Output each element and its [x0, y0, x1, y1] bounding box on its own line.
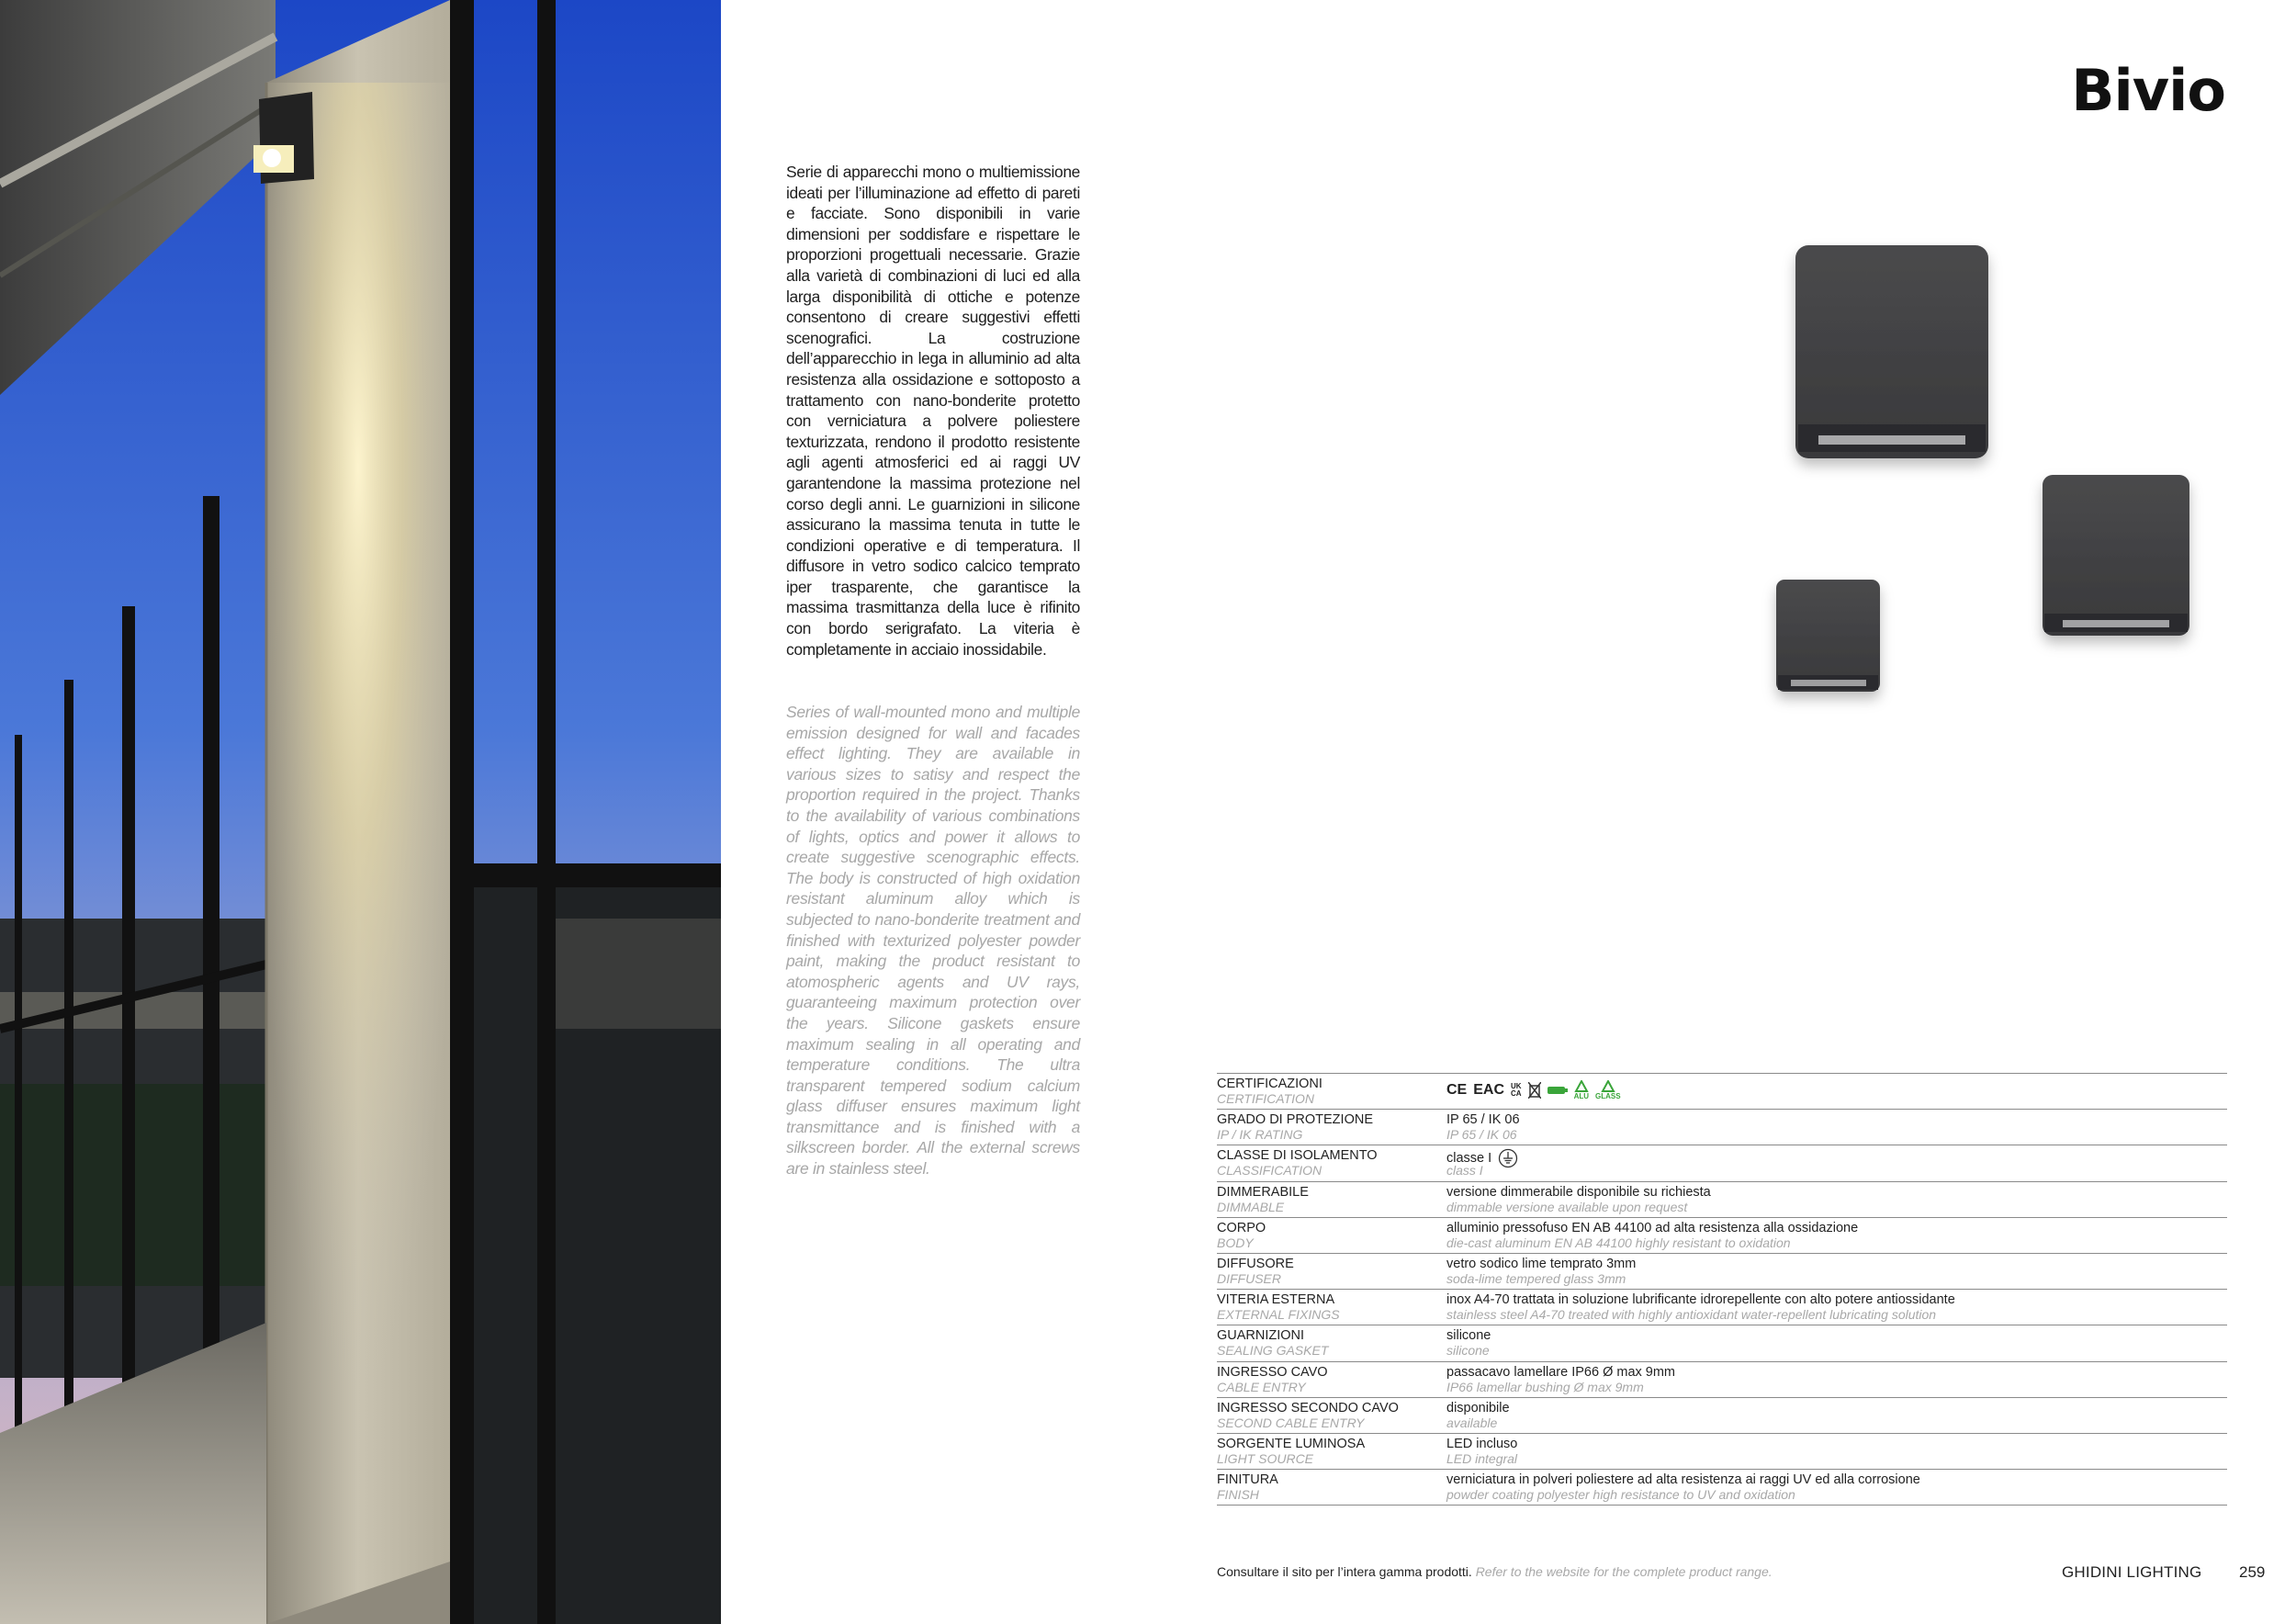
battery-icon [1548, 1086, 1568, 1095]
footer-note [1217, 1564, 1773, 1579]
spec-value-en: stainless steel A4-70 treated with highly antioxidant water-repellent lubricating solution [1446, 1307, 1937, 1323]
spec-label: VITERIA ESTERNA [1217, 1292, 1335, 1308]
certification-icons [1446, 1079, 1621, 1101]
spec-label: INGRESSO CAVO [1217, 1364, 1328, 1380]
spec-row-light-source [1217, 1434, 2227, 1470]
spec-value-en: soda-lime tempered glass 3mm [1446, 1270, 1626, 1286]
footer-note-en: Refer to the website for the complete product range. [1475, 1564, 1773, 1579]
spec-value-en: silicone [1446, 1343, 1490, 1359]
spec-value-en: dimmable versione available upon request [1446, 1199, 1688, 1214]
spec-value-en: IP 65 / IK 06 [1446, 1127, 1517, 1143]
spec-row-sealing-gasket [1217, 1325, 2227, 1361]
spec-table [1217, 1073, 2227, 1506]
facade-photo [0, 0, 721, 1624]
ukca-top: UK [1511, 1082, 1522, 1090]
spec-row-second-cable-entry [1217, 1398, 2227, 1434]
footer-note-it: Consultare il sito per l’intera gamma prodotti. [1217, 1564, 1472, 1579]
spec-value-en: class I [1446, 1163, 1483, 1179]
spec-value-en: powder coating polyester high resistance to UV and oxidation [1446, 1487, 1795, 1503]
spec-value: vetro sodico lime temprato 3mm [1446, 1256, 1637, 1271]
spec-value-en: die-cast aluminum EN AB 44100 highly resistant to oxidation [1446, 1235, 1791, 1250]
spec-label-en: CABLE ENTRY [1217, 1379, 1306, 1394]
spec-row-external-fixings [1217, 1290, 2227, 1325]
glass-recycle-icon [1595, 1080, 1621, 1100]
spec-row-diffuser [1217, 1254, 2227, 1290]
spec-row-body [1217, 1218, 2227, 1254]
spec-label: DIMMERABILE [1217, 1184, 1309, 1200]
spec-label: CLASSE DI ISOLAMENTO [1217, 1148, 1378, 1164]
spec-label-en: SEALING GASKET [1217, 1343, 1329, 1359]
spec-label-en: SECOND CABLE ENTRY [1217, 1415, 1365, 1430]
spec-row-dimmable [1217, 1182, 2227, 1218]
description-english: Series of wall-mounted mono and multiple emission designed for wall and facades effect lighting. They are available in various sizes to satisy and respect the proportion required in the project. Thanks to the availability of various combinations of lights, optics and power it allows to create suggestive scenographic effects. The body is constructed of high oxidation resistant aluminum alloy which is subjected to nano-bonderite treatment and finished with texturized polyester powder paint, making the product resistant to atomospheric agents and UV rays, guaranteeing maximum protection over the years. Silicone gaskets ensure maximum sealing in all operating and temperature conditions. The ultra transparent tempered sodium calcium glass diffuser ensures maximum light transmittance and is finished with a silkscreen border. All the external screws are in stainless steel. [786, 703, 1080, 1179]
spec-value: IP 65 / IK 06 [1446, 1112, 1520, 1128]
spec-row-classification [1217, 1145, 2227, 1181]
spec-value: inox A4-70 trattata in soluzione lubrificante idrorepellente con alto potere antiossidante [1446, 1292, 1955, 1308]
spec-value: classe I [1446, 1151, 1492, 1167]
spec-label: INGRESSO SECONDO CAVO [1217, 1400, 1399, 1415]
alu-label: ALU [1573, 1092, 1590, 1100]
spec-label: DIFFUSORE [1217, 1256, 1294, 1271]
spec-label-en: BODY [1217, 1235, 1254, 1250]
spec-label: GRADO DI PROTEZIONE [1217, 1112, 1373, 1128]
spec-label-en: DIFFUSER [1217, 1270, 1281, 1286]
alu-recycle-icon [1574, 1080, 1589, 1100]
glass-label: GLASS [1595, 1092, 1621, 1100]
fixture-medium [2043, 475, 2189, 636]
page-title: Bivio [2071, 57, 2225, 124]
spec-label-en: CERTIFICATION [1217, 1091, 1315, 1106]
spec-value: LED incluso [1446, 1436, 1518, 1451]
weee-bin-icon [1528, 1082, 1541, 1099]
spec-label-en: CLASSIFICATION [1217, 1163, 1322, 1179]
spec-label-en: FINISH [1217, 1487, 1259, 1503]
spec-value: passacavo lamellare IP66 Ø max 9mm [1446, 1364, 1676, 1380]
spec-value: silicone [1446, 1328, 1491, 1344]
fixture-small [1776, 580, 1880, 692]
description-italian: Serie di apparecchi mono o multiemissione ideati per l’illuminazione ad effetto di pareti e facciate. Sono disponibili in varie dimensioni per soddisfare e rispettare le proporzioni progettuali necessarie. Grazie alla varietà di combinazioni di luci ed alla larga disponibilità di ottiche e potenze consentono di creare suggestivi effetti scenografici. La costruzione dell’apparecchio in lega in alluminio ad alta resistenza alla ossidazione e sottoposto a trattamento con nano-bonderite protetto con verniciatura a polvere poliestere texturizzata, rendono il prodotto resistente agli agenti atmosferici ed ai raggi UV garantendone la massima protezione nel corso degli anni. Le guarnizioni in silicone assicurano la massima tenuta in tutte le condizioni operative e di temperatura. Il diffusore in vetro sodico calcico temprato iper trasparente, che garantisce la massima trasmittanza della luce è rifinito con bordo serigrafato. La viteria è completamente in acciaio inossidabile. [786, 163, 1080, 659]
spec-row-certifications [1217, 1074, 2227, 1110]
spec-value-en: IP66 lamellar bushing Ø max 9mm [1446, 1379, 1644, 1394]
spec-row-finish [1217, 1470, 2227, 1506]
spec-value: verniciatura in polveri poliestere ad alta resistenza ai raggi UV ed alla corrosione [1446, 1472, 1920, 1488]
fixture-large [1795, 245, 1988, 458]
spec-label-en: LIGHT SOURCE [1217, 1450, 1314, 1466]
ce-mark-icon: CE [1446, 1082, 1468, 1098]
ukca-bottom: CA [1511, 1089, 1522, 1098]
spec-label: FINITURA [1217, 1472, 1278, 1488]
page-number: 259 [2239, 1563, 2266, 1581]
spec-row-cable-entry [1217, 1362, 2227, 1398]
spec-value: disponibile [1446, 1400, 1510, 1415]
spec-value-en: available [1446, 1415, 1498, 1430]
spec-value: versione dimmerabile disponibile su richiesta [1446, 1184, 1711, 1200]
spec-value: alluminio pressofuso EN AB 44100 ad alta resistenza alla ossidazione [1446, 1220, 1859, 1235]
spec-label-en: IP / IK RATING [1217, 1127, 1303, 1143]
product-image [1745, 230, 2223, 716]
ukca-mark-icon [1511, 1083, 1522, 1098]
spec-label-en: DIMMABLE [1217, 1199, 1285, 1214]
spec-label: CORPO [1217, 1220, 1266, 1235]
spec-label: CERTIFICAZIONI [1217, 1077, 1322, 1091]
spec-value-en: LED integral [1446, 1450, 1518, 1466]
spec-label: GUARNIZIONI [1217, 1328, 1305, 1344]
spec-label: SORGENTE LUMINOSA [1217, 1436, 1366, 1451]
ground-symbol-icon [1498, 1148, 1518, 1168]
spec-row-ip-rating [1217, 1110, 2227, 1145]
eac-mark-icon: EAC [1473, 1082, 1505, 1098]
spec-label-en: EXTERNAL FIXINGS [1217, 1307, 1340, 1323]
brand-name: GHIDINI LIGHTING [2062, 1563, 2202, 1581]
